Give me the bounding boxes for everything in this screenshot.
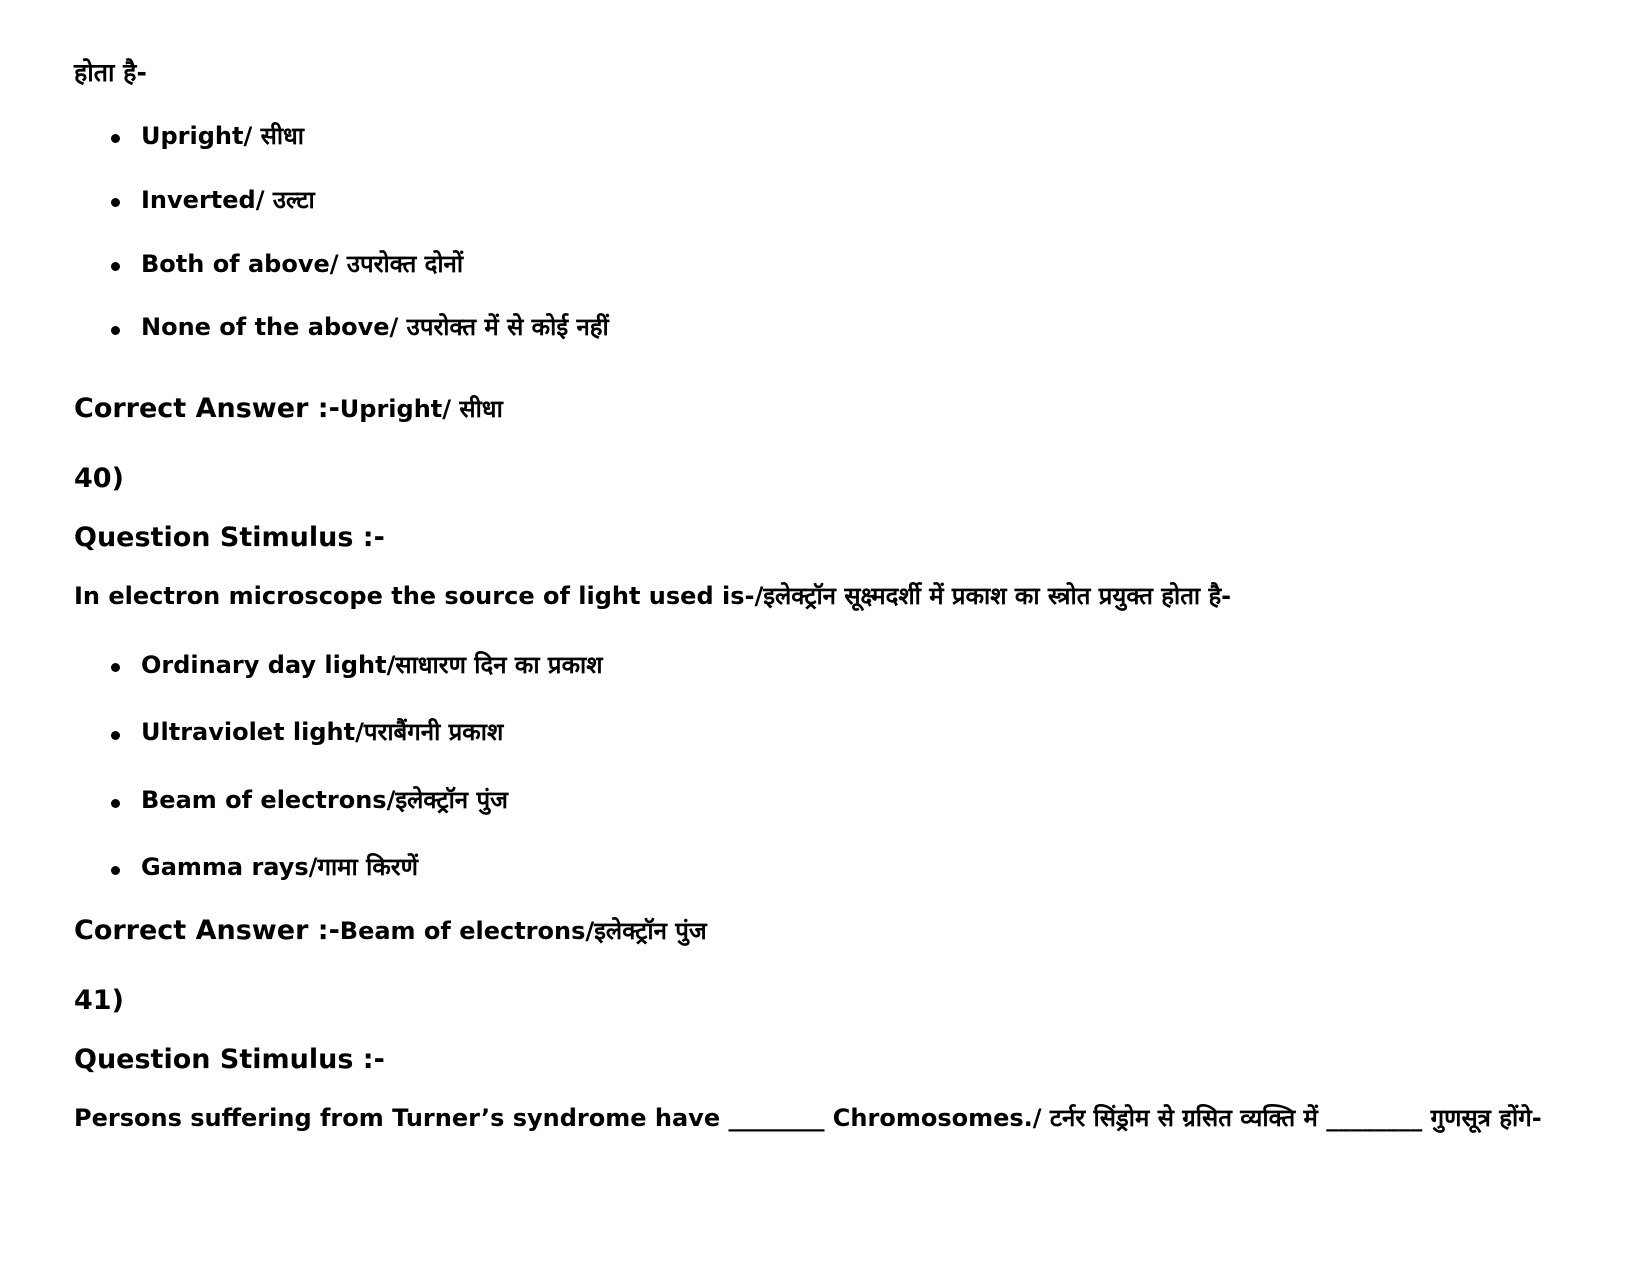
question-text: In electron microscope the source of light used is-/इलेक्ट्रॉन सूक्ष्मदर्शी में प्रकाश का स्त्रोत प्रयुक्त होता है- <box>74 582 1232 610</box>
correct-answer <box>74 393 503 425</box>
question-stimulus-label: Question Stimulus :- <box>74 522 385 553</box>
bullet-icon <box>111 198 120 207</box>
bullet-icon <box>111 262 120 271</box>
option-item: Upright/ सीधा <box>141 122 305 150</box>
option-item: Ordinary day light/साधारण दिन का प्रकाश <box>141 651 603 679</box>
option-item: Ultraviolet light/पराबैंगनी प्रकाश <box>141 718 504 746</box>
bullet-icon <box>111 663 120 672</box>
correct-answer-value: Beam of electrons/इलेक्ट्रॉन पुंज <box>339 917 707 945</box>
bullet-icon <box>111 731 120 740</box>
bullet-icon <box>111 134 120 143</box>
question-number: 41) <box>74 985 124 1016</box>
option-item: Gamma rays/गामा किरणें <box>141 853 418 881</box>
bullet-icon <box>111 799 120 808</box>
correct-answer-label: Correct Answer :- <box>74 393 340 424</box>
question-stimulus-label: Question Stimulus :- <box>74 1044 385 1075</box>
correct-answer <box>74 915 707 947</box>
question-text: Persons suffering from Turner’s syndrome have ________ Chromosomes./ टर्नर सिंड्रोम से ग्रसित व्यक्ति में ________ गुणसूत्र होंगे- <box>74 1104 1542 1132</box>
bullet-icon <box>111 866 120 875</box>
option-item: Beam of electrons/इलेक्ट्रॉन पुंज <box>141 786 508 814</box>
bullet-icon <box>111 326 120 335</box>
correct-answer-value: Upright/ सीधा <box>339 395 503 423</box>
correct-answer-label: Correct Answer :- <box>74 915 340 946</box>
question-number: 40) <box>74 463 124 494</box>
question-text-tail: होता है- <box>74 58 147 87</box>
option-item: Inverted/ उल्टा <box>141 186 315 214</box>
option-item: Both of above/ उपरोक्त दोनों <box>141 250 464 278</box>
option-item: None of the above/ उपरोक्त में से कोई नहीं <box>141 313 609 341</box>
